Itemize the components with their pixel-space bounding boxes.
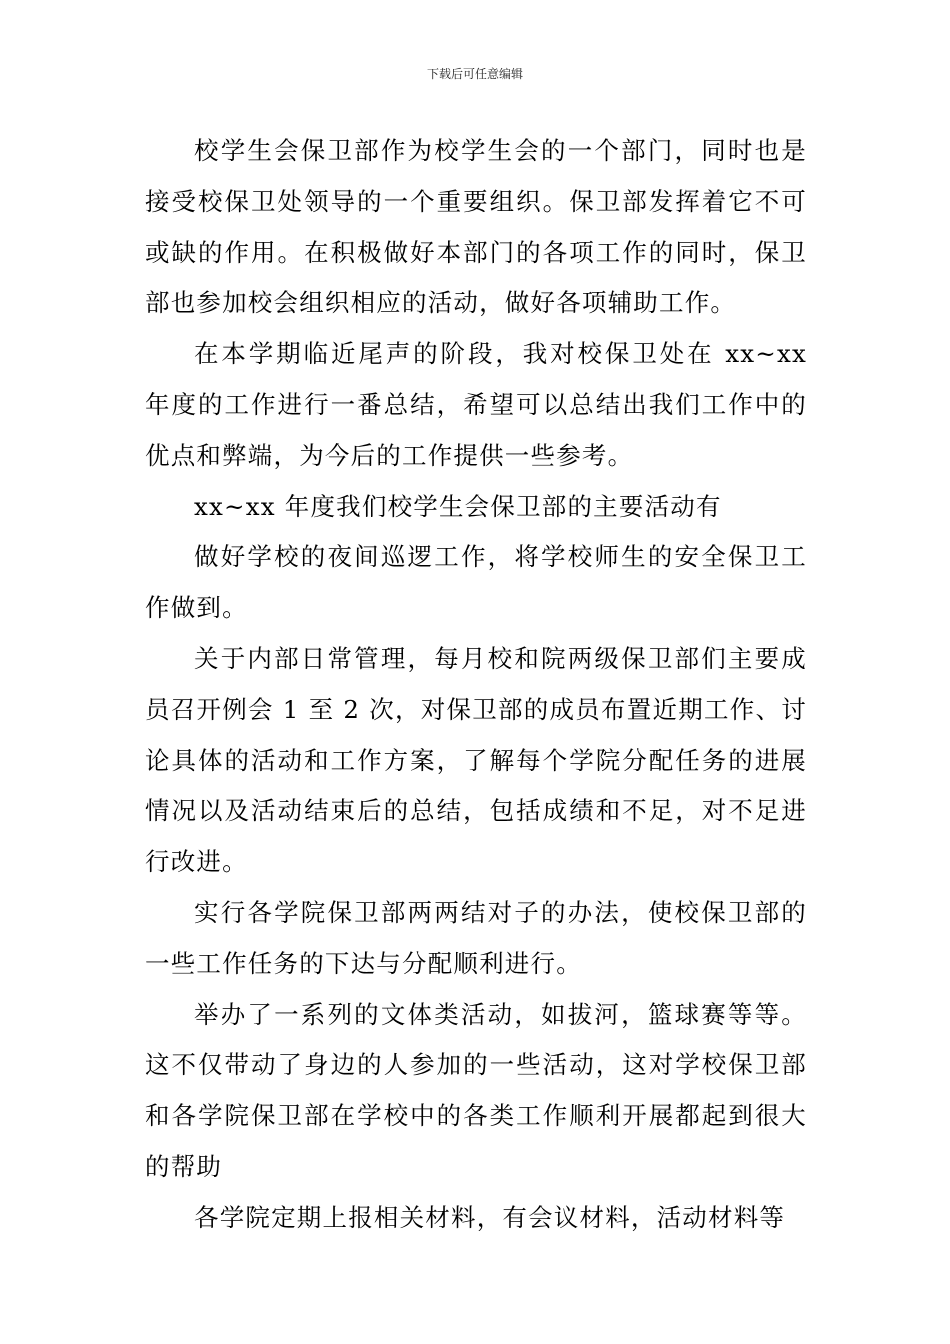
paragraph: 实行各学院保卫部两两结对子的办法，使校保卫部的一些工作任务的下达与分配顺利进行。 xyxy=(145,897,807,978)
document-body xyxy=(145,126,807,1244)
paragraph: 在本学期临近尾声的阶段，我对校保卫处在 xx~xx 年度的工作进行一番总结，希望可以总结出我们工作中的优点和弊端，为今后的工作提供一些参考。 xyxy=(145,339,807,470)
paragraph: 举办了一系列的文体类活动，如拔河，篮球赛等等。这不仅带动了身边的人参加的一些活动，这对学校保卫部和各学院保卫部在学校中的各类工作顺利开展都起到很大的帮助 xyxy=(145,999,807,1181)
paragraph: 做好学校的夜间巡逻工作，将学校师生的安全保卫工作做到。 xyxy=(145,542,807,623)
paragraph: 各学院定期上报相关材料，有会议材料，活动材料等 xyxy=(194,1202,786,1232)
page-header: 下载后可任意编辑 xyxy=(426,67,523,81)
paragraph: 关于内部日常管理，每月校和院两级保卫部们主要成员召开例会 1 至 2 次，对保卫部的成员布置近期工作、讨论具体的活动和工作方案，了解每个学院分配任务的进展情况以及活动结束后的总结，包括成绩和不足，对不足进行改进。 xyxy=(145,643,807,877)
paragraph: xx~xx 年度我们校学生会保卫部的主要活动有 xyxy=(194,491,722,521)
paragraph: 校学生会保卫部作为校学生会的一个部门，同时也是接受校保卫处领导的一个重要组织。保卫部发挥着它不可或缺的作用。在积极做好本部门的各项工作的同时，保卫部也参加校会组织相应的活动，做好各项辅助工作。 xyxy=(145,136,807,318)
